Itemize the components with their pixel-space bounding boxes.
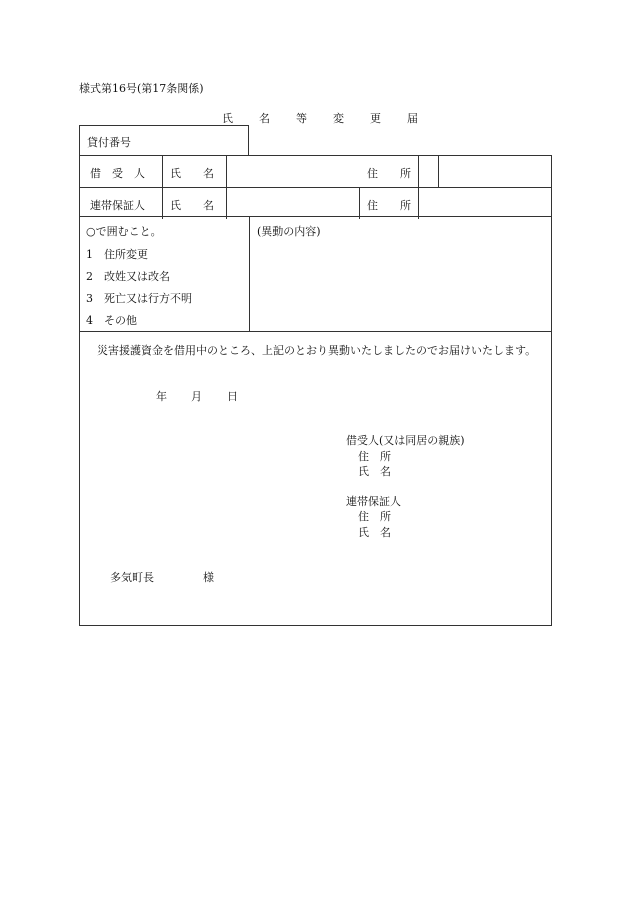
title-char: 名 (259, 112, 270, 125)
guarantor-address-field[interactable] (419, 188, 551, 218)
title-char: 氏 (222, 112, 233, 125)
name-label: 氏 名 (170, 167, 214, 180)
divider (359, 188, 360, 219)
guarantor-label: 連帯保証人 (90, 199, 145, 212)
declaration-section (79, 331, 552, 626)
title-char: 変 (333, 112, 344, 125)
circle-instruction: ○で囲むこと。 (86, 225, 162, 238)
borrower-row (80, 156, 551, 187)
borrower-address-field[interactable] (419, 156, 551, 186)
address-label: 住 所 (367, 199, 411, 212)
date-day: 日 (227, 390, 238, 403)
document-title (222, 110, 444, 126)
addressee-name: 多気町長 (110, 571, 154, 584)
loan-number-label: 貸付番号 (87, 136, 131, 149)
option-death-missing[interactable]: 3 死亡又は行方不明 (86, 292, 192, 305)
divider (162, 156, 163, 187)
borrower-signature-address: 住 所 (358, 450, 391, 463)
option-name-change[interactable]: 2 改姓又は改名 (86, 270, 170, 283)
divider (162, 188, 163, 219)
loan-number-box[interactable] (79, 125, 249, 156)
name-label: 氏 名 (170, 199, 214, 212)
guarantor-signature-address: 住 所 (358, 510, 391, 523)
date-year: 年 (156, 390, 167, 403)
option-other[interactable]: 4 その他 (86, 314, 137, 327)
date-month: 月 (191, 390, 202, 403)
title-char: 届 (407, 112, 418, 125)
guarantor-signature-name: 氏 名 (358, 526, 391, 539)
guarantor-name-field[interactable] (227, 188, 359, 218)
addressee-honorific: 様 (203, 571, 214, 584)
address-label: 住 所 (367, 167, 411, 180)
change-details-label: (異動の内容) (257, 225, 321, 238)
title-char: 更 (370, 112, 381, 125)
guarantor-row (80, 187, 551, 219)
party-table (79, 155, 552, 217)
borrower-label: 借 受 人 (90, 167, 145, 180)
form-number: 様式第16号(第17条関係) (79, 82, 204, 95)
declaration-statement: 災害援護資金を借用中のところ、上記のとおり異動いたしましたのでお届けいたします。 (97, 344, 537, 357)
change-section (79, 216, 552, 332)
change-details-field[interactable] (250, 240, 550, 330)
guarantor-signature-heading: 連帯保証人 (346, 495, 401, 508)
borrower-signature-name: 氏 名 (358, 465, 391, 478)
borrower-signature-heading: 借受人(又は同居の親族) (346, 434, 465, 447)
option-address-change[interactable]: 1 住所変更 (86, 248, 148, 261)
title-char: 等 (296, 112, 307, 125)
